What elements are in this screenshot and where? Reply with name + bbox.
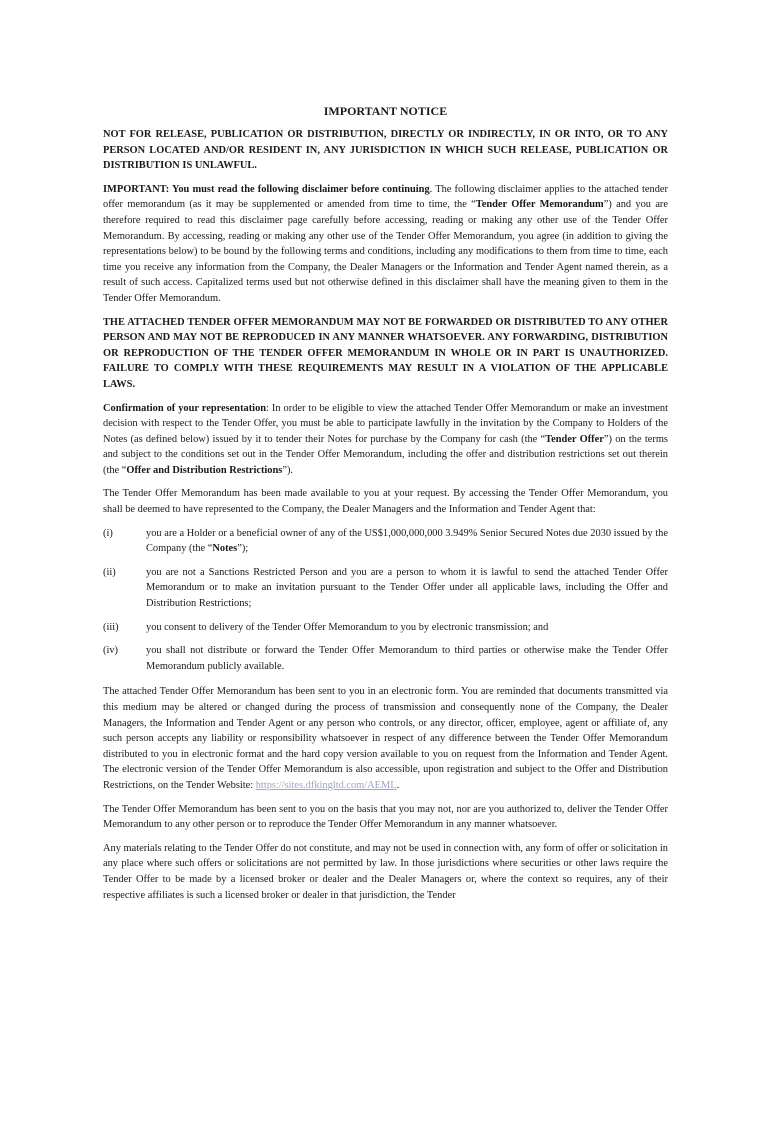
page-title: IMPORTANT NOTICE bbox=[323, 104, 448, 118]
list-item-number: (i) bbox=[103, 527, 113, 539]
electronic-form-text-end: . bbox=[396, 779, 400, 791]
list-item-number: (iii) bbox=[103, 621, 119, 633]
list-item bbox=[103, 526, 668, 557]
basis-paragraph: The Tender Offer Memorandum has been sent to you on the basis that you may not, nor are you authorized to, deliver the Tender Offer Memorandum to any other person or to reproduce the Tender Offer Memorandum in any manner whatsoever. bbox=[103, 803, 668, 831]
defined-term-tender-offer: Tender Offer bbox=[545, 433, 604, 445]
list-item-text-part: ”); bbox=[237, 543, 249, 555]
disclaimer-lead: IMPORTANT: You must read the following disclaimer before continuing bbox=[103, 183, 430, 195]
representation-lead: Confirmation of your representation bbox=[103, 402, 267, 414]
list-item bbox=[103, 643, 668, 674]
representation-text-1: : In order to be eligible to view the attached Tender Offer Memorandum or make an investment decision with respect to the Tender Offer, you must be able to participate lawfully in the invitation by the Company to Holders of the Notes (as defined below) issued by it to tender their Notes for purchase by the Company for cash (the “ bbox=[103, 402, 668, 445]
list-item bbox=[103, 620, 668, 636]
representation-paragraph bbox=[103, 401, 668, 479]
representation-list bbox=[103, 526, 668, 675]
list-item bbox=[103, 565, 668, 612]
electronic-form-paragraph bbox=[103, 684, 668, 793]
tender-website-link[interactable]: https://sites.dfkingltd.com/AEML bbox=[255, 779, 397, 791]
availability-paragraph: The Tender Offer Memorandum has been made available to you at your request. By accessing the Tender Offer Memorandum, you shall be deemed to have represented to the Company, the Dealer Managers and the Information and Tender Agent that: bbox=[103, 488, 668, 516]
disclaimer-text-2: ”) and you are therefore required to read this disclaimer page carefully before accessing, reading or making any other use of the Tender Offer Memorandum. By accessing, reading or making any other use of the Tender Offer Memorandum, you agree (in addition to giving the representations below) to be bound by the following terms and conditions, including any modifications to them from time to time, each time you receive any information from the Company, the Dealer Managers or the Information and Tender Agent named therein, as a result of such access. Capitalized terms used but not otherwise defined in this disclaimer shall have the meaning given to them in the Tender Offer Memorandum. bbox=[103, 199, 669, 304]
representation-text-3: ”). bbox=[282, 464, 293, 476]
forwarding-restriction-paragraph: THE ATTACHED TENDER OFFER MEMORANDUM MAY NOT BE FORWARDED OR DISTRIBUTED TO ANY OTHER PERSON AND MAY NOT BE REPRODUCED IN ANY MANNER WHATSOEVER. ANY FORWARDING, DISTRIBUTION OR REPRODUCTION OF THE TENDER OFFER MEMORANDUM IN WHOLE OR IN PART IS UNAUTHORIZED. FAILURE TO COMPLY WITH THESE REQUIREMENTS MAY RESULT IN A VIOLATION OF THE APPLICABLE LAWS. bbox=[103, 316, 668, 390]
list-item-text bbox=[146, 526, 668, 557]
materials-paragraph: Any materials relating to the Tender Offer do not constitute, and may not be used in connection with, any form of offer or solicitation in any place where such offers or solicitations are not permitted by law. In those jurisdictions where securities or other laws require the Tender Offer to be made by a licensed broker or dealer and the Dealer Managers or, where the context so requires, any of their respective affiliates is such a licensed broker or dealer in that jurisdiction, the Tender bbox=[103, 842, 668, 901]
representation-text-2: ”) on the terms and subject to the conditions set out in the Tender Offer Memorandum, including the offer and distribution restrictions set out therein (the “ bbox=[103, 433, 668, 476]
document-page bbox=[0, 104, 770, 1128]
list-item-number: (ii) bbox=[103, 566, 116, 578]
list-item-text: you shall not distribute or forward the Tender Offer Memorandum to third parties or otherwise make the Tender Offer Memorandum publicly available. bbox=[146, 645, 668, 672]
defined-term-notes: Notes bbox=[212, 543, 238, 555]
list-item-text: you consent to delivery of the Tender Offer Memorandum to you by electronic transmission; and bbox=[146, 621, 549, 633]
electronic-form-text: The attached Tender Offer Memorandum has been sent to you in an electronic form. You are reminded that documents transmitted via this medium may be altered or changed during the process of transmission and consequently none of the Company, the Dealer Managers, the Information and Tender Agent or any person who controls, or any director, officer, employee, agent or affiliate of, any such person accepts any liability or responsibility whatsoever in respect of any difference between the Tender Offer Memorandum distributed to you in electronic format and the hard copy version available to you on request from the Information and Tender Agent. The electronic version of the Tender Offer Memorandum is also accessible, upon registration and subject to the Offer and Distribution Restrictions, on the Tender Website: bbox=[103, 686, 668, 791]
list-item-text-part: you are a Holder or a beneficial owner of any of the US$1,000,000,000 3.949% Senior Secured Notes due 2030 issued by the Company (the “ bbox=[146, 527, 668, 555]
release-restriction-paragraph: NOT FOR RELEASE, PUBLICATION OR DISTRIBUTION, DIRECTLY OR INDIRECTLY, IN OR INTO, OR TO ANY PERSON LOCATED AND/OR RESIDENT IN, ANY JURISDICTION IN WHICH SUCH RELEASE, PUBLICATION OR DISTRIBUTION IS UNLAWFUL. bbox=[103, 129, 668, 172]
defined-term-tender-offer-memorandum: Tender Offer Memorandum bbox=[475, 199, 604, 211]
defined-term-restrictions: Offer and Distribution Restrictions bbox=[126, 464, 283, 476]
list-item-number: (iv) bbox=[103, 645, 119, 657]
list-item-text: you are not a Sanctions Restricted Person and you are a person to whom it is lawful to send the attached Tender Offer Memorandum or to make an invitation pursuant to the Tender Offer under all applicable laws, including the Offer and Distribution Restrictions; bbox=[146, 566, 668, 610]
disclaimer-paragraph bbox=[103, 182, 668, 307]
disclaimer-text-1: . The following disclaimer applies to the attached tender offer memorandum (as it may be supplemented or amended from time to time, the “ bbox=[103, 183, 668, 211]
